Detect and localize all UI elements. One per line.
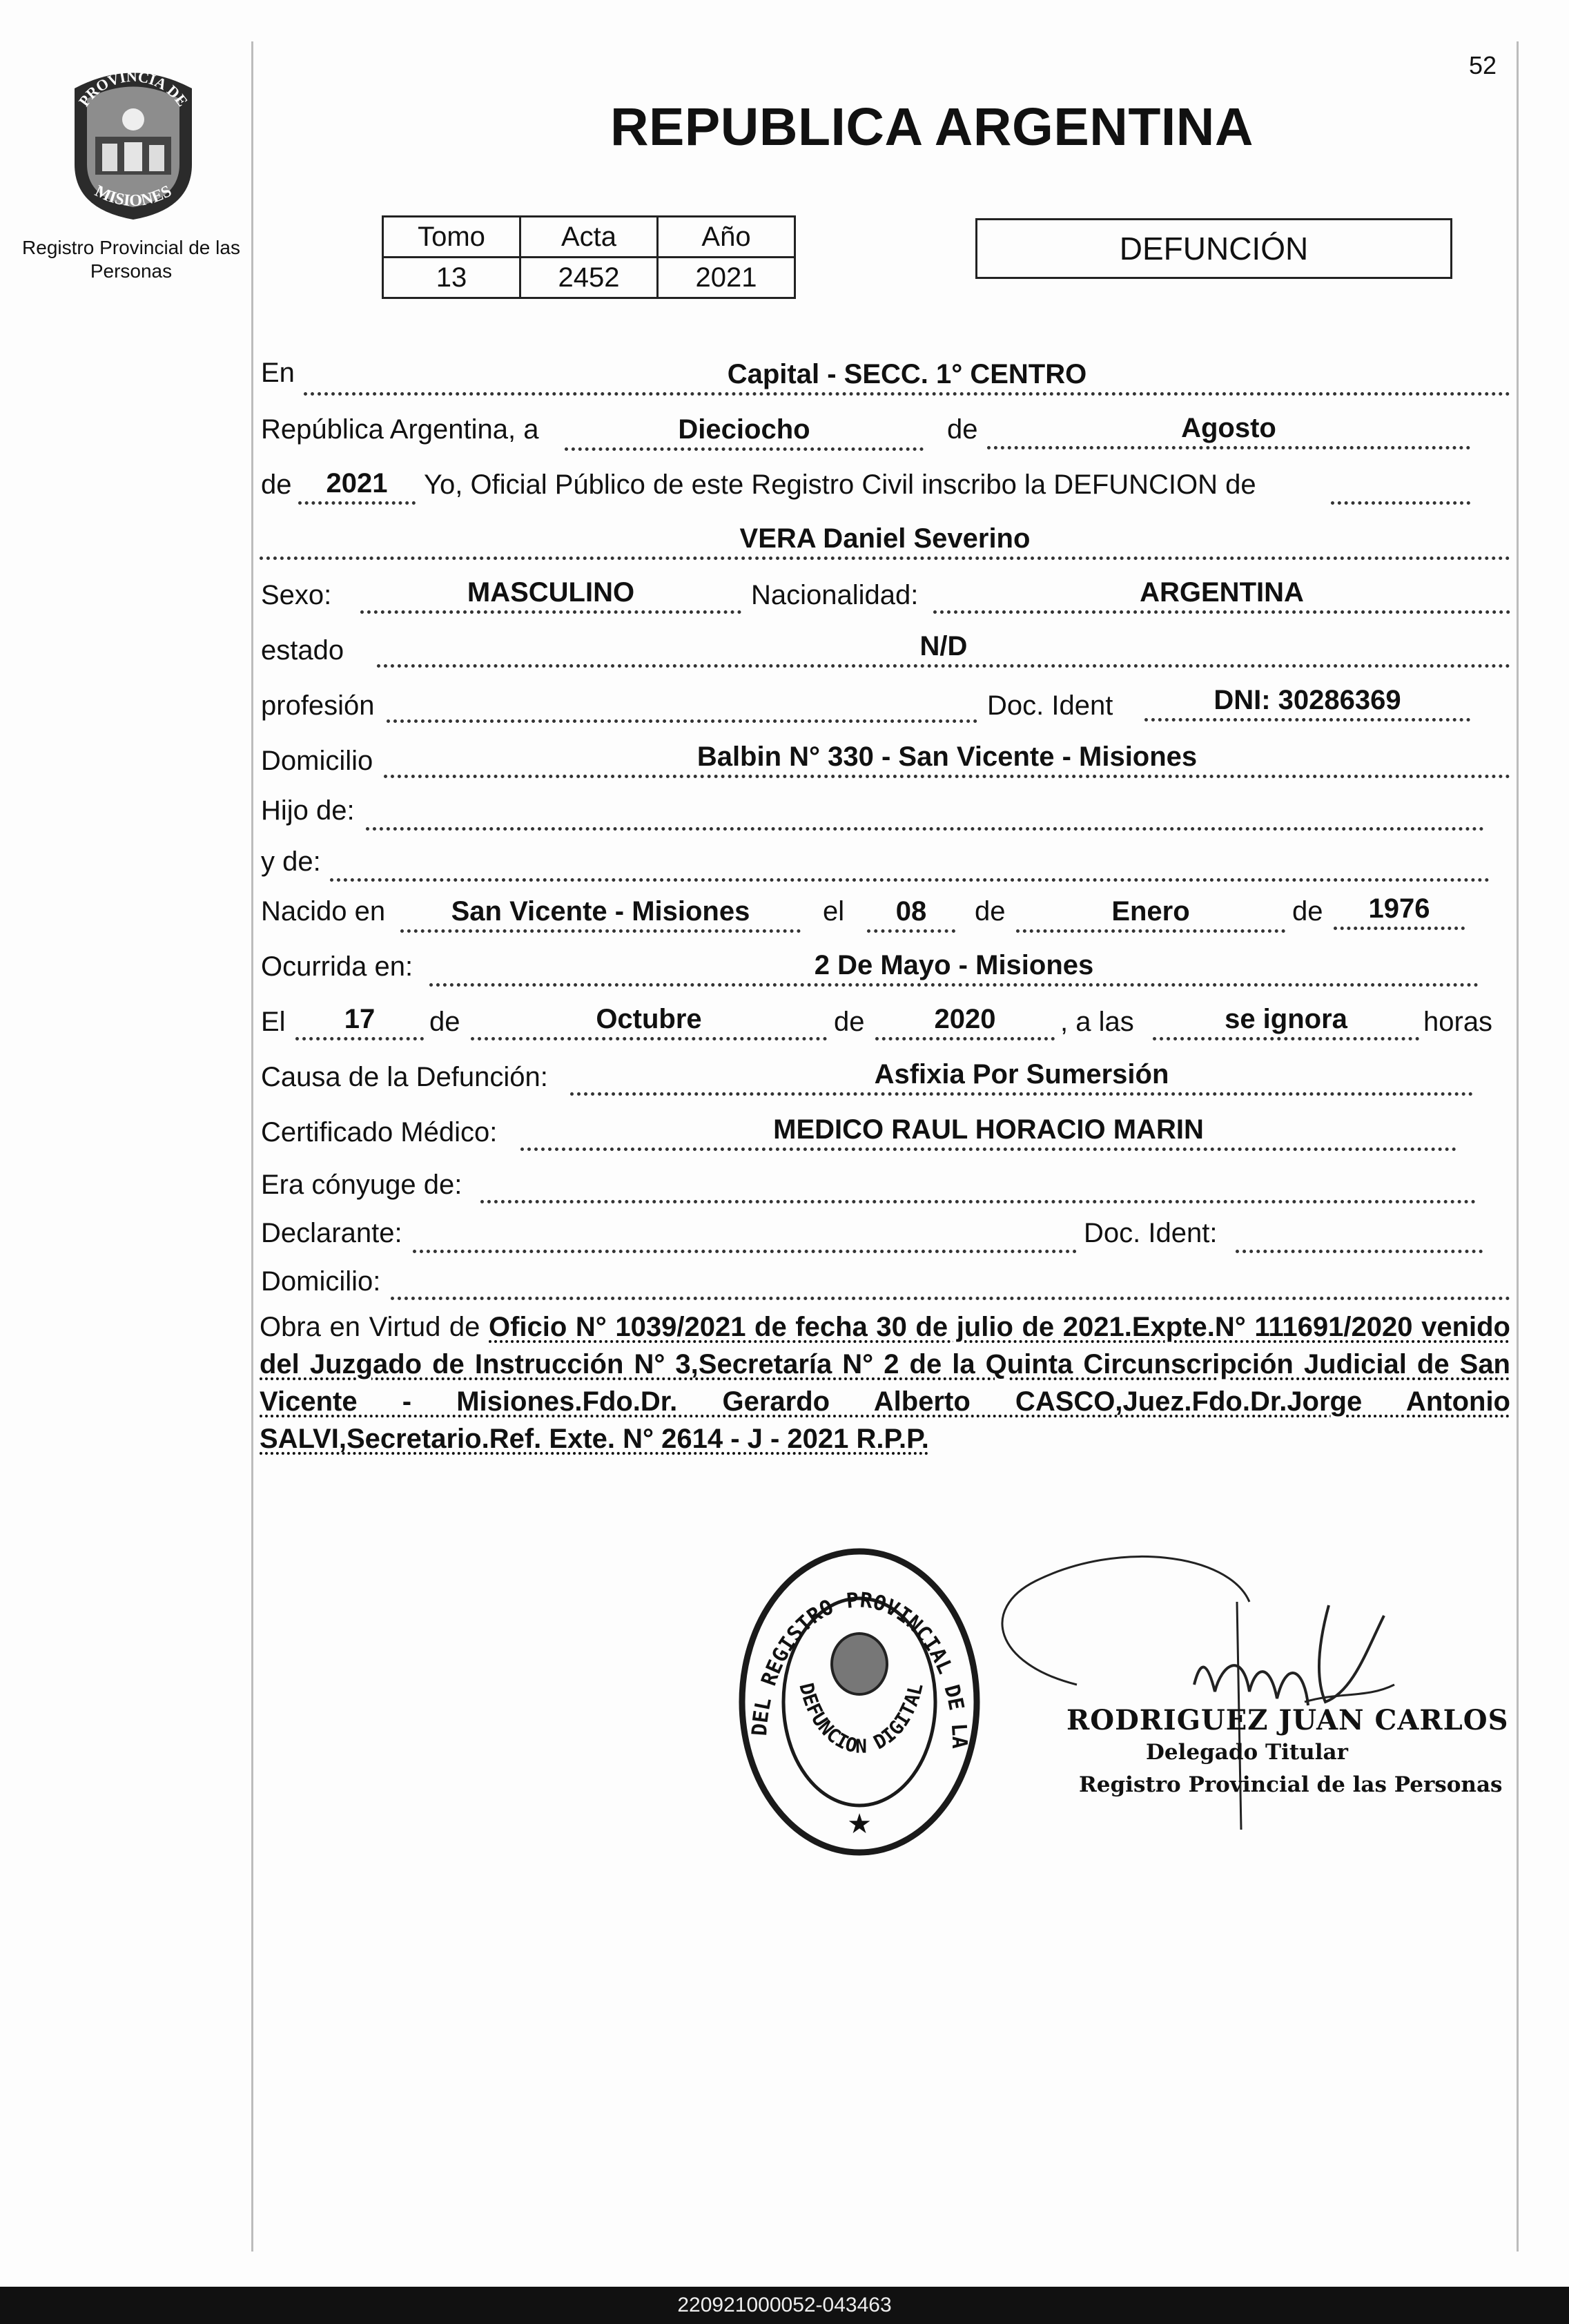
sexo-value: MASCULINO xyxy=(467,577,635,608)
record-table xyxy=(382,215,796,299)
de-label-3: de xyxy=(975,896,1006,927)
seal-text-top: PROVINCIA DE xyxy=(75,67,192,110)
record-header-acta: Acta xyxy=(520,217,658,258)
seal-text-bottom: MISIONES xyxy=(92,182,175,211)
obra-text: Oficio N° 1039/2021 de fecha 30 de julio de 2021.Expte.N° 111691/2020 venido del Juzgado de Instrucción N° 3,Secretaría N° 2 de la Quinta Circunscripción Judicial de San Vicente - Misiones.Fdo.Dr. Gerardo Alberto CASCO,Juez.Fdo.Dr.Jorge Antonio SALVI,Secretario.Ref. Exte. N° 2614 - J - 2021 R.P.P. xyxy=(260,1312,1510,1454)
signer-name: RODRIGUEZ JUAN CARLOS xyxy=(1066,1704,1509,1736)
footer-code: 220921000052-043463 xyxy=(677,2294,892,2316)
day-field xyxy=(565,414,924,451)
ocurrida-value: 2 De Mayo - Misiones xyxy=(814,950,1094,980)
nacido-dia-field xyxy=(867,896,955,933)
document-type-box: DEFUNCIÓN xyxy=(975,218,1452,279)
estado-field xyxy=(377,631,1510,668)
estado-label: estado xyxy=(261,635,344,666)
def-anio-value: 2020 xyxy=(934,1004,996,1034)
causa-field xyxy=(570,1059,1473,1096)
nacido-mes-value: Enero xyxy=(1111,896,1190,927)
doc-label: Doc. Ident xyxy=(987,690,1113,721)
domicilio2-field xyxy=(391,1272,1510,1300)
ocurrida-field xyxy=(429,950,1479,987)
alas-label: , a las xyxy=(1060,1007,1134,1037)
nacionalidad-value: ARGENTINA xyxy=(1140,577,1304,608)
profesion-label: profesión xyxy=(261,690,375,721)
declarante-field xyxy=(413,1225,1077,1253)
deceased-name-field xyxy=(260,523,1510,560)
nacido-mes-field xyxy=(1016,896,1285,933)
year-value: 2021 xyxy=(326,468,388,498)
month-value: Agosto xyxy=(1181,413,1276,443)
cert-field xyxy=(520,1114,1456,1151)
month-field xyxy=(987,413,1470,449)
deceased-name-value: VERA Daniel Severino xyxy=(739,523,1031,554)
place-value: Capital - SECC. 1° CENTRO xyxy=(727,359,1087,389)
def-dia-field xyxy=(295,1004,424,1040)
signer-organization: Registro Provincial de las Personas xyxy=(1079,1772,1503,1797)
estado-value: N/D xyxy=(919,631,968,661)
inscribo-trailing-field xyxy=(1331,476,1470,505)
page-number: 52 xyxy=(1469,51,1497,79)
yde-field xyxy=(330,853,1490,882)
right-margin-line xyxy=(1517,41,1519,2252)
nacionalidad-label: Nacionalidad: xyxy=(751,580,919,610)
signer-role: Delegado Titular xyxy=(1146,1740,1348,1765)
nacido-dia-value: 08 xyxy=(895,896,927,927)
stamp-inner-text: DEFUNCION DIGITAL xyxy=(795,1681,928,1758)
doc-field xyxy=(1144,685,1470,722)
page-title: REPUBLICA ARGENTINA xyxy=(610,97,1254,157)
de-label-6: de xyxy=(834,1007,865,1037)
cert-value: MEDICO RAUL HORACIO MARIN xyxy=(773,1114,1204,1145)
obra-paragraph xyxy=(260,1308,1510,1458)
left-margin-line xyxy=(251,41,253,2252)
record-value-row xyxy=(383,258,795,298)
de-label-1: de xyxy=(947,414,978,445)
el-label: el xyxy=(823,896,845,927)
registry-label: Registro Provincial de las Personas xyxy=(22,237,240,282)
record-header-tomo: Tomo xyxy=(383,217,520,258)
el2-label: El xyxy=(261,1007,286,1037)
def-mes-field xyxy=(471,1004,827,1040)
causa-value: Asfixia Por Sumersión xyxy=(874,1059,1169,1090)
domicilio2-label: Domicilio: xyxy=(261,1266,381,1297)
declarante-label: Declarante: xyxy=(261,1218,402,1248)
day-value: Dieciocho xyxy=(678,414,810,445)
svg-text:★: ★ xyxy=(847,1809,872,1839)
doc-value: DNI: 30286369 xyxy=(1214,685,1401,715)
doc2-label: Doc. Ident: xyxy=(1084,1218,1218,1248)
sexo-field xyxy=(360,577,741,614)
hijo-label: Hijo de: xyxy=(261,795,355,826)
de-label-4: de xyxy=(1292,896,1323,927)
domicilio-label: Domicilio xyxy=(261,746,373,776)
doc2-field xyxy=(1236,1225,1483,1253)
de-label-5: de xyxy=(429,1007,460,1037)
delegacion-stamp-icon xyxy=(732,1543,987,1861)
sexo-label: Sexo: xyxy=(261,580,332,610)
domicilio-value: Balbin N° 330 - San Vicente - Misiones xyxy=(696,742,1198,772)
obra-prefix: Obra en Virtud de xyxy=(260,1312,480,1342)
record-header-anio: Año xyxy=(658,217,795,258)
year-field xyxy=(298,468,416,505)
horas-label: horas xyxy=(1423,1007,1493,1037)
footer-code-bar xyxy=(0,2287,1569,2324)
def-mes-value: Octubre xyxy=(596,1004,702,1034)
def-dia-value: 17 xyxy=(344,1004,376,1034)
hijo-field xyxy=(366,802,1484,831)
rep-label: República Argentina, a xyxy=(261,414,539,445)
ocurrida-label: Ocurrida en: xyxy=(261,951,413,982)
nacido-label: Nacido en xyxy=(261,896,386,927)
provincia-de-misiones-seal-icon xyxy=(54,61,213,226)
nacido-anio-value: 1976 xyxy=(1368,893,1430,924)
yde-label: y de: xyxy=(261,846,321,877)
def-anio-field xyxy=(875,1004,1055,1040)
hora-field xyxy=(1153,1004,1419,1040)
conyuge-label: Era cónyuge de: xyxy=(261,1170,462,1200)
record-value-anio: 2021 xyxy=(658,258,795,298)
place-field xyxy=(304,359,1510,396)
nacido-lugar-value: San Vicente - Misiones xyxy=(451,896,750,927)
en-label: En xyxy=(261,358,295,388)
de-label-2: de xyxy=(261,469,292,500)
hora-value: se ignora xyxy=(1225,1004,1347,1034)
inscribo-text: Yo, Oficial Público de este Registro Civil inscribo la DEFUNCION de xyxy=(424,469,1256,500)
nacionalidad-field xyxy=(933,577,1510,614)
causa-label: Causa de la Defunción: xyxy=(261,1062,548,1092)
conyuge-field xyxy=(480,1175,1476,1203)
domicilio-field xyxy=(384,742,1510,778)
stamp-outer-text: DEL REGISTRO PROVINCIAL DE LA xyxy=(748,1588,972,1749)
nacido-lugar-field xyxy=(400,896,801,933)
profesion-field xyxy=(387,695,977,723)
nacido-anio-field xyxy=(1334,893,1465,930)
record-value-acta: 2452 xyxy=(520,258,658,298)
record-value-tomo: 13 xyxy=(383,258,520,298)
record-header-row xyxy=(383,217,795,258)
cert-label: Certificado Médico: xyxy=(261,1117,498,1148)
